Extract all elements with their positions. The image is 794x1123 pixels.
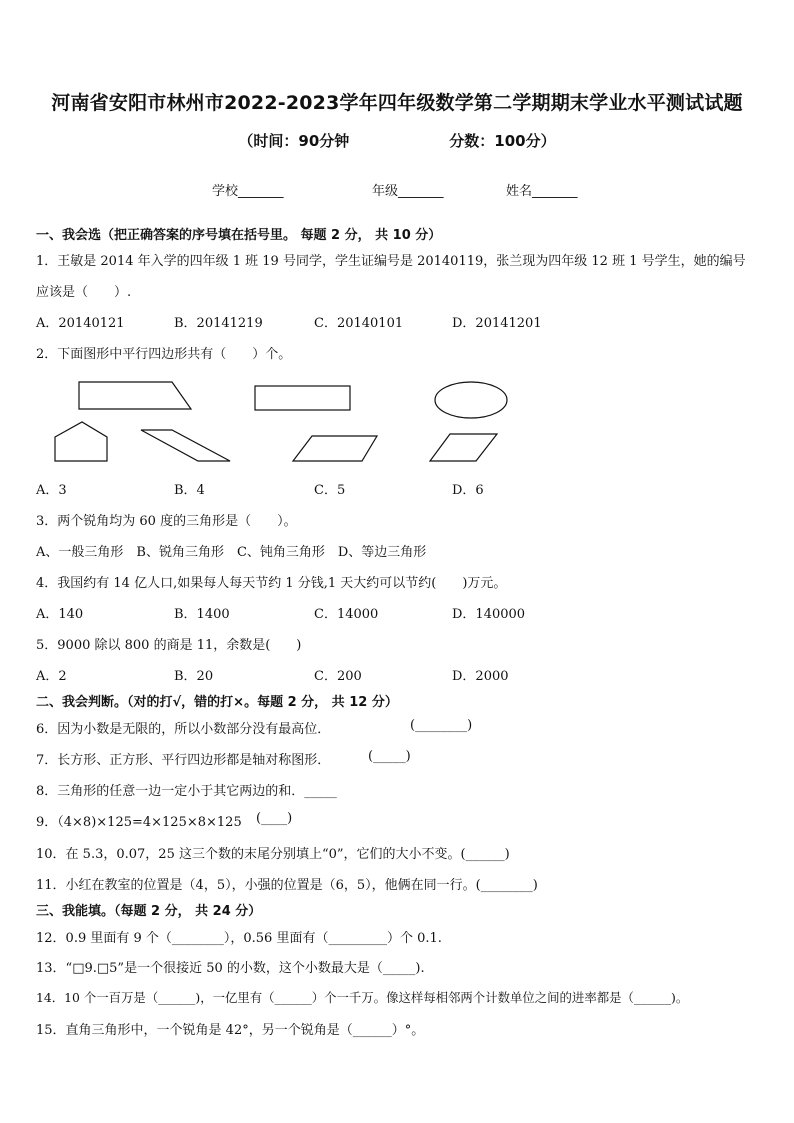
grade-field[interactable]: 年级_______: [372, 184, 444, 199]
pentagon-shape: [55, 422, 107, 461]
option-a[interactable]: A．2: [36, 669, 67, 684]
question-12-text: 12．0.9 里面有 9 个（________），0.56 里面有（_________）个 0.1.: [36, 931, 442, 946]
option-d[interactable]: D．20141201: [452, 316, 542, 331]
section-heading-3: 三、我能填。（每题 2 分， 共 24 分）: [36, 904, 262, 919]
score-label: 分数：100分）: [449, 132, 556, 150]
question-3-text: 3．两个锐角均为 60 度的三角形是（ ）。: [36, 514, 297, 529]
rectangle-shape: [255, 386, 350, 410]
exam-title: 河南省安阳市林州市2022-2023学年四年级数学第二学期期末学业水平测试试题: [51, 92, 743, 114]
parallelogram-shape-1: [141, 430, 230, 461]
question-6-text: 6．因为小数是无限的，所以小数部分没有最高位．: [36, 722, 331, 737]
option-d[interactable]: D．140000: [452, 607, 526, 622]
option-c[interactable]: C．5: [314, 483, 346, 498]
option-b[interactable]: B．4: [174, 483, 205, 498]
question-4-text: 4．我国约有 14 亿人口,如果每人每天节约 1 分钱,1 天大约可以节约( )万元。: [36, 576, 507, 591]
option-c[interactable]: C．20140101: [314, 316, 404, 331]
question-9-answer-blank[interactable]: (____): [256, 811, 293, 826]
option-d[interactable]: D．2000: [452, 669, 509, 684]
question-7-text: 7．长方形、正方形、平行四边形都是轴对称图形．: [36, 753, 331, 768]
option-b[interactable]: B．1400: [174, 607, 230, 622]
question-6-answer-blank[interactable]: (________): [410, 718, 473, 733]
school-field[interactable]: 学校_______: [212, 184, 284, 199]
shapes-figure: [40, 375, 520, 470]
question-1-line1: 1．王敏是 2014 年入学的四年级 1 班 19 号同学，学生证编号是 20140119，张兰现为四年级 12 班 1 号学生，她的编号: [36, 254, 746, 269]
option-b[interactable]: B．20141219: [174, 316, 263, 331]
question-1-line2: 应该是（ ）.: [36, 285, 132, 300]
trapezoid-shape: [79, 382, 191, 409]
option-a[interactable]: A．20140121: [36, 316, 125, 331]
parallelogram-shape-2: [293, 436, 377, 461]
option-b[interactable]: B．20: [174, 669, 214, 684]
option-a[interactable]: A．140: [36, 607, 84, 622]
question-10-text: 10．在 5.3，0.07，25 这三个数的末尾分别填上“0”，它们的大小不变。(______): [36, 847, 510, 862]
question-7-answer-blank[interactable]: (_____): [368, 749, 411, 764]
option-d[interactable]: D．6: [452, 483, 484, 498]
exam-subtitle: [0, 130, 794, 151]
question-8-text: 8．三角形的任意一边一定小于其它两边的和．_____: [36, 784, 337, 799]
question-9-text: 9．（4×8)×125=4×125×8×125: [36, 815, 242, 830]
section-heading-2: 二、我会判断。（对的打√，错的打×。每题 2 分， 共 12 分）: [36, 695, 398, 710]
option-a[interactable]: A．3: [36, 483, 67, 498]
question-14-text: 14．10 个一百万是（______)，一亿里有（______）个一千万。像这样每相邻两个计数单位之间的进率都是（______)。: [36, 990, 689, 1005]
ellipse-shape: [435, 382, 507, 418]
parallelogram-shape-3: [430, 434, 497, 461]
section-heading-1: 一、我会选（把正确答案的序号填在括号里。 每题 2 分， 共 10 分）: [36, 228, 442, 243]
name-field[interactable]: 姓名_______: [506, 184, 578, 199]
question-11-text: 11．小红在教室的位置是（4，5），小强的位置是（6，5），他俩在同一行。(________): [36, 878, 538, 893]
question-5-text: 5．9000 除以 800 的商是 11，余数是( ): [36, 638, 302, 653]
option-c[interactable]: C．200: [314, 669, 362, 684]
question-2-text: 2．下面图形中平行四边形共有（ ）个。: [36, 347, 292, 362]
question-3-options[interactable]: A、一般三角形 B、锐角三角形 C、钝角三角形 D、等边三角形: [36, 545, 427, 560]
question-15-text: 15．直角三角形中，一个锐角是 42°，另一个锐角是（______）°。: [36, 1023, 425, 1038]
option-c[interactable]: C．14000: [314, 607, 379, 622]
question-13-text: 13．“□9.□5”是一个很接近 50 的小数，这个小数最大是（_____).: [36, 961, 425, 976]
time-label: （时间：90分钟: [238, 132, 350, 150]
